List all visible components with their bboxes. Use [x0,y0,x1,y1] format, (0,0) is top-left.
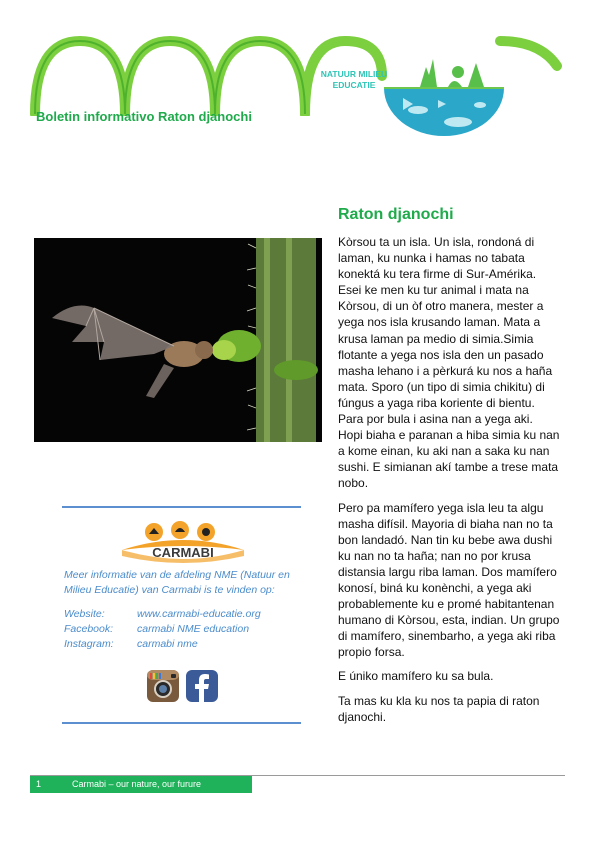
nme-logo-text [308,69,400,91]
article-paragraph: Ta mas ku kla ku nos ta papia di raton djanochi. [338,693,540,724]
info-row-instagram [64,637,304,652]
article-paragraph: Kòrsou ta un isla. Un isla, rondoná di laman, ku nunka i hamas no tabata konektá ku tera firme di Sur-Amérika. Esei ke men ku tur animal i mata na Kòrsou, di un òf otro manera, mester a yega nos isla krusando laman. Mata a krusa laman pa medio di simia.Simia flotante a yega nos isla den un pasado masha lehano i a pèrkurá ku nos a haña mata. Sporo (un tipo di simia chikitu) di fúngus a yaga riba koriente di bientu. Para por bula i asina nan a yega aki. Hopi biaha e paranan a hiba simia ku nan a kome einan, ku aki nan a saka ku nan sushi. E simianan akí tambe a trese mata nobo. [338,235,560,491]
info-box-top-rule [62,506,301,508]
info-intro: Meer informatie van de afdeling NME (Natuur en Milieu Educatie) van Carmabi is te vinden op: [64,569,290,596]
bat-photo [34,238,322,442]
newsletter-title: Boletin informativo Raton djanochi [36,109,252,124]
nme-logo [308,50,513,136]
info-box-bottom-rule [62,722,301,724]
info-label: Facebook: [64,623,114,635]
info-box [64,568,304,652]
page-number: 1 [36,779,42,789]
facebook-link[interactable]: carmabi NME education [137,623,250,635]
footer-bar [30,776,252,793]
info-label: Website: [64,608,105,620]
info-label: Instagram: [64,638,114,650]
info-row-website [64,607,304,622]
info-row-facebook [64,622,304,637]
website-link[interactable]: www.carmabi-educatie.org [137,608,261,620]
instagram-link[interactable]: carmabi nme [137,638,198,650]
facebook-icon[interactable] [185,669,219,703]
article-paragraph: Pero pa mamífero yega isla leu ta algu masha difísil. Mayoria di biaha nan no ta bon landadó. Nan tin ku bebe awa dushi ku nan no ta haña; nan no por krusa distansia largu riba laman. Dos mamífero konosí, biná ku konènchi, a yega aki probablemente ku e promé habitantenan humano di Kòrsou, esta, indian. Un grupo di mamífero, sinembarho, a yega aki riba propio forsa. [338,500,560,660]
instagram-icon[interactable] [146,669,180,703]
carmabi-logo [118,520,248,564]
article-body [338,234,560,733]
article-paragraph: E úniko mamífero ku sa bula. [338,669,494,684]
footer-tagline: Carmabi – our nature, our furure [72,779,202,789]
article-title: Raton djanochi [338,206,454,223]
carmabi-logo-text: CARMABI [152,545,214,560]
nme-logo-line1: NATUUR MILIEU [320,69,388,79]
nme-logo-line2: EDUCATIE [332,80,376,90]
